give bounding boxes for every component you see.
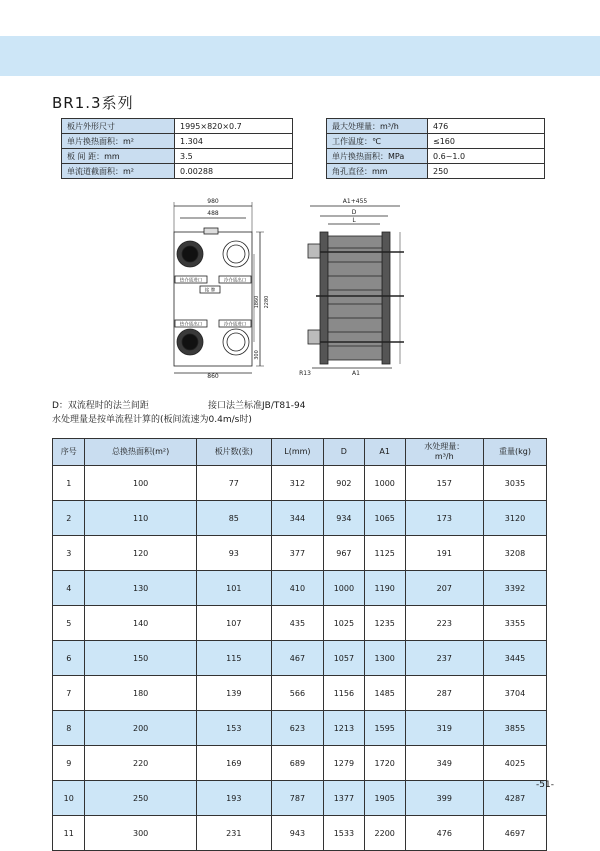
table-cell: 250 xyxy=(85,781,196,816)
table-cell: 967 xyxy=(323,536,364,571)
table-cell: 150 xyxy=(85,641,196,676)
table-header-cell: 水处理量： m³/h xyxy=(405,439,483,466)
drawing-svg xyxy=(160,192,430,378)
model-table xyxy=(52,438,547,851)
spec-left-value: 1995×820×0.7 xyxy=(175,119,293,134)
table-cell: 101 xyxy=(196,571,271,606)
table-row xyxy=(53,536,547,571)
table-cell: 377 xyxy=(271,536,323,571)
table-cell: 169 xyxy=(196,746,271,781)
spec-right-value: 250 xyxy=(428,164,545,179)
table-cell: 1156 xyxy=(323,676,364,711)
table-cell: 120 xyxy=(85,536,196,571)
table-cell: 476 xyxy=(405,816,483,851)
table-cell: 220 xyxy=(85,746,196,781)
table-cell: 1057 xyxy=(323,641,364,676)
table-row xyxy=(53,816,547,851)
table-cell: 139 xyxy=(196,676,271,711)
table-cell: 3355 xyxy=(483,606,546,641)
spec-right-label: 最大处理量：m³/h xyxy=(327,119,428,134)
table-cell: 4287 xyxy=(483,781,546,816)
label-top-right: 冷介质出口 xyxy=(223,278,247,284)
table-cell: 115 xyxy=(196,641,271,676)
table-cell: 3704 xyxy=(483,676,546,711)
dim-width-label: 980 xyxy=(207,198,219,205)
spec-right-label: 角孔直径：mm xyxy=(327,164,428,179)
table-cell: 157 xyxy=(405,466,483,501)
label-bottom-right: 冷介质进口 xyxy=(223,322,247,328)
spec-table-right xyxy=(326,118,545,179)
dim-d-label: D xyxy=(351,209,357,216)
table-cell: 85 xyxy=(196,501,271,536)
table-cell: 410 xyxy=(271,571,323,606)
table-row xyxy=(53,746,547,781)
table-cell: 1279 xyxy=(323,746,364,781)
spec-right-value: 476 xyxy=(428,119,545,134)
label-nameplate: 铭 牌 xyxy=(204,288,216,294)
table-cell: 2 xyxy=(53,501,85,536)
table-header-cell: 总换热面积(m²) xyxy=(85,439,196,466)
spec-left-row xyxy=(62,134,293,149)
table-cell: 200 xyxy=(85,711,196,746)
table-cell: 1025 xyxy=(323,606,364,641)
dim-total-label: A1+455 xyxy=(342,198,368,205)
header-band xyxy=(0,36,600,76)
table-cell: 349 xyxy=(405,746,483,781)
table-cell: 3035 xyxy=(483,466,546,501)
note-water-capacity: 水处理量是按单流程计算的(板间流速为0.4m/s时) xyxy=(52,415,252,425)
spec-table-left xyxy=(61,118,293,179)
table-cell: 689 xyxy=(271,746,323,781)
table-cell: 1377 xyxy=(323,781,364,816)
technical-drawing xyxy=(160,192,430,378)
table-cell: 100 xyxy=(85,466,196,501)
table-cell: 191 xyxy=(405,536,483,571)
table-cell: 231 xyxy=(196,816,271,851)
table-cell: 1000 xyxy=(323,571,364,606)
table-cell: 319 xyxy=(405,711,483,746)
table-cell: 1300 xyxy=(364,641,405,676)
dim-a1-label: A1 xyxy=(352,370,360,377)
table-cell: 566 xyxy=(271,676,323,711)
table-row xyxy=(53,466,547,501)
spec-right-row xyxy=(327,119,545,134)
spec-left-label: 板 间 距：mm xyxy=(62,149,175,164)
nozzle-top xyxy=(308,244,320,258)
table-cell: 1000 xyxy=(364,466,405,501)
table-cell: 223 xyxy=(405,606,483,641)
nozzle-bottom xyxy=(308,330,320,344)
table-cell: 9 xyxy=(53,746,85,781)
table-cell: 4025 xyxy=(483,746,546,781)
spec-left-label: 板片外形尺寸 xyxy=(62,119,175,134)
spec-left-row xyxy=(62,119,293,134)
table-row xyxy=(53,676,547,711)
table-cell: 1485 xyxy=(364,676,405,711)
table-header-row xyxy=(53,439,547,466)
table-cell: 140 xyxy=(85,606,196,641)
table-cell: 93 xyxy=(196,536,271,571)
table-cell: 130 xyxy=(85,571,196,606)
table-cell: 107 xyxy=(196,606,271,641)
table-row xyxy=(53,641,547,676)
table-cell: 312 xyxy=(271,466,323,501)
table-header-cell: 序号 xyxy=(53,439,85,466)
table-cell: 153 xyxy=(196,711,271,746)
table-cell: 3208 xyxy=(483,536,546,571)
spec-left-label: 单流道截面积：m² xyxy=(62,164,175,179)
table-cell: 300 xyxy=(85,816,196,851)
table-cell: 237 xyxy=(405,641,483,676)
table-header-cell: D xyxy=(323,439,364,466)
table-cell: 787 xyxy=(271,781,323,816)
label-top-left: 热介质进口 xyxy=(179,278,203,284)
spec-right-value: ≤160 xyxy=(428,134,545,149)
spec-left-row xyxy=(62,164,293,179)
table-header-cell: A1 xyxy=(364,439,405,466)
table-row xyxy=(53,501,547,536)
table-header-cell: L(mm) xyxy=(271,439,323,466)
spec-left-row xyxy=(62,149,293,164)
table-cell: 180 xyxy=(85,676,196,711)
note-flange-standard: 接口法兰标准JB/T81-94 xyxy=(208,401,306,411)
table-cell: 934 xyxy=(323,501,364,536)
front-view xyxy=(174,202,264,373)
table-cell: 1720 xyxy=(364,746,405,781)
table-cell: 287 xyxy=(405,676,483,711)
spec-left-value: 3.5 xyxy=(175,149,293,164)
table-cell: 5 xyxy=(53,606,85,641)
table-cell: 3392 xyxy=(483,571,546,606)
table-cell: 4697 xyxy=(483,816,546,851)
page-title: BR1.3系列 xyxy=(52,94,134,112)
label-bottom-left: 热介质出口 xyxy=(179,322,203,328)
spec-right-row xyxy=(327,164,545,179)
spec-left-value: 0.00288 xyxy=(175,164,293,179)
table-cell: 399 xyxy=(405,781,483,816)
table-cell: 467 xyxy=(271,641,323,676)
table-row xyxy=(53,781,547,816)
side-view xyxy=(308,206,404,368)
table-cell: 6 xyxy=(53,641,85,676)
spec-left-label: 单片换热面积：m² xyxy=(62,134,175,149)
table-cell: 1235 xyxy=(364,606,405,641)
table-cell: 8 xyxy=(53,711,85,746)
table-cell: 3 xyxy=(53,536,85,571)
table-cell: 7 xyxy=(53,676,85,711)
table-cell: 1065 xyxy=(364,501,405,536)
table-header-cell: 板片数(张) xyxy=(196,439,271,466)
table-cell: 1905 xyxy=(364,781,405,816)
table-cell: 3120 xyxy=(483,501,546,536)
dim-r-label: R13 xyxy=(299,370,311,377)
table-cell: 435 xyxy=(271,606,323,641)
table-row xyxy=(53,606,547,641)
dim-port-spacing-label: 1860 xyxy=(254,295,260,309)
table-cell: 344 xyxy=(271,501,323,536)
spec-right-row xyxy=(327,134,545,149)
dim-height-label: 2280 xyxy=(264,295,270,309)
table-cell: 11 xyxy=(53,816,85,851)
table-cell: 623 xyxy=(271,711,323,746)
table-cell: 4 xyxy=(53,571,85,606)
dim-l-label: L xyxy=(352,217,356,224)
table-header-cell: 重量(kg) xyxy=(483,439,546,466)
dim-bottom-label: 860 xyxy=(207,373,219,378)
table-cell: 10 xyxy=(53,781,85,816)
table-cell: 1213 xyxy=(323,711,364,746)
table-cell: 3855 xyxy=(483,711,546,746)
table-cell: 110 xyxy=(85,501,196,536)
page-number: -51- xyxy=(536,780,554,790)
table-cell: 2200 xyxy=(364,816,405,851)
spec-right-value: 0.6~1.0 xyxy=(428,149,545,164)
note-flange-spacing: D：双流程时的法兰间距 xyxy=(52,401,149,411)
table-cell: 1595 xyxy=(364,711,405,746)
spec-left-value: 1.304 xyxy=(175,134,293,149)
spec-right-row xyxy=(327,149,545,164)
table-cell: 902 xyxy=(323,466,364,501)
table-row xyxy=(53,711,547,746)
table-row xyxy=(53,571,547,606)
spec-right-label: 工作温度：℃ xyxy=(327,134,428,149)
table-cell: 173 xyxy=(405,501,483,536)
table-cell: 3445 xyxy=(483,641,546,676)
table-cell: 943 xyxy=(271,816,323,851)
table-cell: 77 xyxy=(196,466,271,501)
spec-right-label: 单片换热面积：MPa xyxy=(327,149,428,164)
dim-inner-label: 488 xyxy=(207,210,219,217)
dim-bottom-offset-label: 300 xyxy=(254,350,260,360)
table-cell: 1125 xyxy=(364,536,405,571)
table-cell: 193 xyxy=(196,781,271,816)
table-cell: 207 xyxy=(405,571,483,606)
table-cell: 1 xyxy=(53,466,85,501)
table-cell: 1533 xyxy=(323,816,364,851)
table-cell: 1190 xyxy=(364,571,405,606)
